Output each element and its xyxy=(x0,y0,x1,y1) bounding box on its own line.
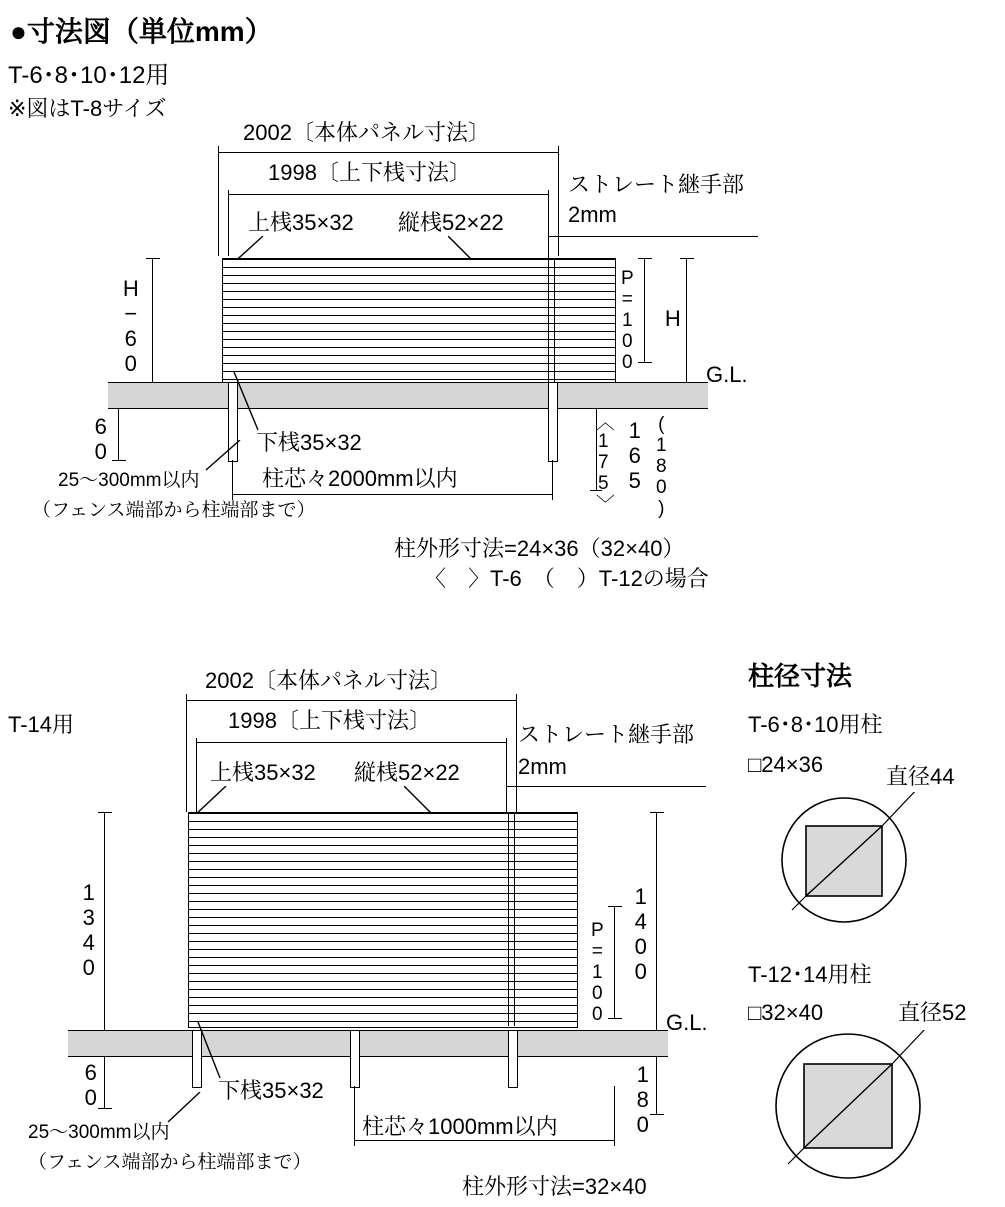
fig1-h-label: H xyxy=(660,306,686,331)
header-subtitle-1: T-6･8･10･12用 xyxy=(8,62,170,89)
fig2-edge-label-2: （フェンス端部から柱端部まで） xyxy=(28,1152,312,1173)
fig1-ground-band xyxy=(108,382,708,408)
fig1-edge-label-2: （フェンス端部から柱端部まで） xyxy=(32,500,316,521)
fig1-panel xyxy=(222,258,616,384)
fig3-a-dia: 直径44 xyxy=(886,764,955,789)
fig1-edge-leader xyxy=(196,440,242,482)
fig1-panel-slats xyxy=(223,259,615,383)
fig1-h60-label: H−60 xyxy=(118,276,144,376)
fig3-a-title: T-6･8･10用柱 xyxy=(748,712,883,737)
fig1-175-label: 〈175〉 xyxy=(592,412,614,513)
fig2-1340-label: 1340 xyxy=(76,880,102,980)
fig3-post-a-drawing xyxy=(748,792,998,932)
fig1-joint-label-2: 2mm xyxy=(568,202,617,227)
fig2-p100-label: P=100 xyxy=(586,920,608,1025)
fig1-60-label: 60 xyxy=(88,414,114,464)
fig2-1400-label: 1400 xyxy=(628,884,654,984)
fig2-panel xyxy=(188,812,578,1028)
fig2-edge-leader xyxy=(160,1092,202,1126)
fig2-edge-label-1: 25〜300mm以内 xyxy=(28,1122,170,1143)
fig1-dim-panel-label: 2002〔本体パネル寸法〕 xyxy=(243,120,490,145)
fig1-note-2: 〈 〉T-6 （ ）T-12の場合 xyxy=(424,566,709,591)
fig1-bottom-rail-leader xyxy=(232,372,266,434)
fig1-joint-label: ストレート継手部 xyxy=(568,172,745,197)
fig1-p100-label: P=100 xyxy=(616,268,638,373)
fig1-pitch-label: 柱芯々2000mm以内 xyxy=(262,466,458,491)
fig2-note-1: 柱外形寸法=32×40 xyxy=(462,1174,647,1199)
fig3-title: 柱径寸法 xyxy=(748,661,853,691)
fig2-dim-rail-label: 1998〔上下桟寸法〕 xyxy=(228,708,431,733)
fig1-top-rail-label: 上桟35×32 xyxy=(248,210,354,235)
fig2-ground-band xyxy=(68,1030,668,1056)
fig1-dim-rail-label: 1998〔上下桟寸法〕 xyxy=(268,160,471,185)
fig1-post-right xyxy=(548,382,558,462)
fig1-note-1: 柱外形寸法=24×36（32×40） xyxy=(394,536,685,561)
fig1-vert-rail-label: 縦桟52×22 xyxy=(398,210,504,235)
fig2-panel-slats xyxy=(189,813,577,1027)
fig2-pitch-label: 柱芯々1000mm以内 xyxy=(362,1114,558,1139)
fig1-bottom-rail-label: 下桟35×32 xyxy=(256,430,362,455)
fig3-b-title: T-12･14用柱 xyxy=(748,962,872,987)
fig2-60-label: 60 xyxy=(78,1060,104,1110)
header-subtitle-2: ※図はT-8サイズ xyxy=(8,96,167,121)
fig1-gl-label: G.L. xyxy=(706,362,748,387)
fig2-post-mid xyxy=(350,1030,360,1088)
fig2-180-label: 180 xyxy=(630,1062,656,1137)
fig2-top-rail-label: 上桟35×32 xyxy=(210,760,316,785)
fig2-gl-label: G.L. xyxy=(666,1010,708,1035)
fig2-dim-panel-label: 2002〔本体パネル寸法〕 xyxy=(205,668,452,693)
fig2-joint-label: ストレート継手部 xyxy=(518,722,695,747)
fig2-post-right xyxy=(508,1030,518,1088)
fig1-165-label: 165 xyxy=(622,418,648,493)
fig2-bottom-rail-leader xyxy=(196,1022,228,1082)
fig1-180-label: (180) xyxy=(650,414,672,519)
page-title: ●寸法図（単位mm） xyxy=(10,16,273,47)
fig2-vert-rail-label: 縦桟52×22 xyxy=(354,760,460,785)
fig2-type-label: T-14用 xyxy=(8,712,75,737)
fig2-joint-label-2: 2mm xyxy=(518,754,567,779)
fig2-bottom-rail-label: 下桟35×32 xyxy=(218,1078,324,1103)
fig3-post-b-drawing xyxy=(748,1030,998,1190)
fig3-b-size: □32×40 xyxy=(748,1000,824,1025)
fig1-edge-label-1: 25〜300mm以内 xyxy=(58,470,200,491)
fig3-b-dia: 直径52 xyxy=(898,1000,967,1025)
fig3-a-size: □24×36 xyxy=(748,752,824,777)
